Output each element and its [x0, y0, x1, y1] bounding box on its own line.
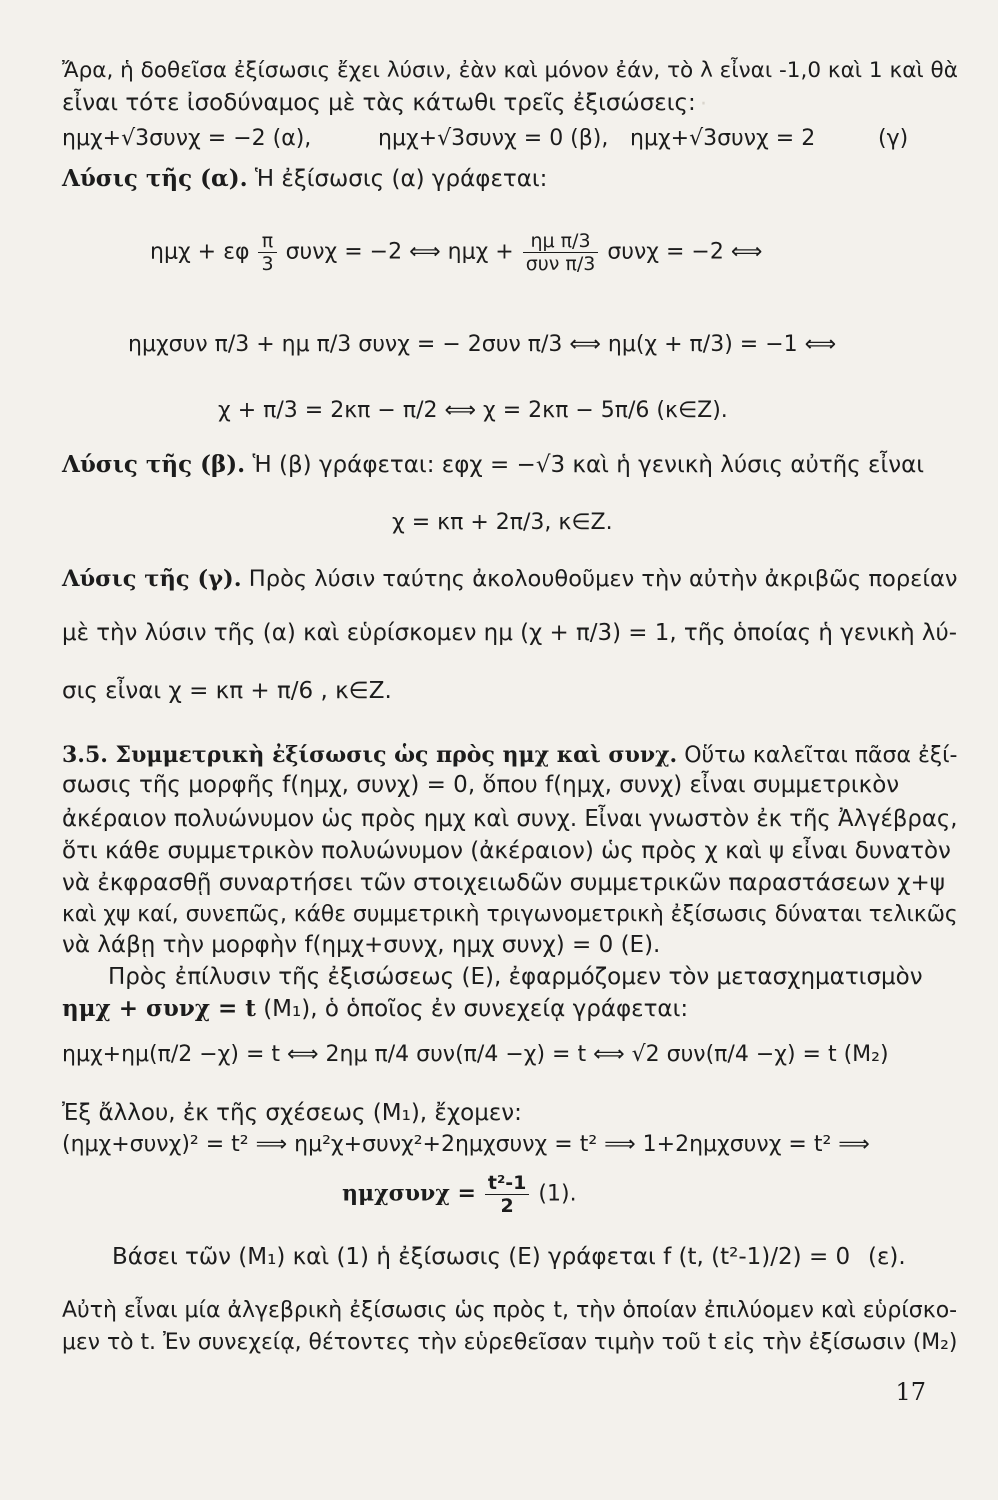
intro-line-2: εἶναι τότε ἰσοδύναμος μὲ τὰς κάτωθι τρεῖς ἐξισώσεις:: [62, 90, 696, 116]
solution-a-text: Ἡ ἐξίσωσις (α) γράφεται:: [254, 166, 548, 192]
section-p1-line3: ἀκέραιον πολυώνυμον ὡς πρὸς ημχ καὶ συνχ. Εἶναι γνωστὸν ἐκ τῆς Ἀλγέβρας,: [62, 806, 958, 832]
section-p3-eq: (ημχ+συνχ)² = t² ⟹ ημ²χ+συνχ²+2ημχσυνχ = t² ⟹ 1+2ημχσυνχ = t² ⟹: [62, 1132, 870, 1157]
solution-b-text: Ἡ (β) γράφεται: εφχ = −√3 καὶ ἡ γενικὴ λύσις αὐτῆς εἶναι: [252, 452, 925, 478]
section-p4-line3: μεν τὸ t. Ἐν συνεχείᾳ, θέτοντες τὴν εὑρεθεῖσαν τιμὴν τοῦ t εἰς τὴν ἐξίσωσιν (M₂): [62, 1330, 958, 1355]
section-p4-line1-tag: (ε).: [868, 1244, 906, 1270]
section-p1-line1-tail: Οὕτω καλεῖται πᾶσα ἐξί-: [684, 743, 958, 768]
solution-c-line2-b: (χ + π/3) = 1,: [520, 620, 677, 646]
section-p3-eq2-left: ημχσυνχ =: [342, 1180, 476, 1207]
solution-a-heading: Λύσις τῆς (α).: [62, 165, 248, 192]
solution-b-eq: χ = κπ + 2π/3, κ∈Z.: [392, 510, 613, 535]
solution-a-eq1-mid: συνχ = −2 ⟺ ημχ +: [285, 239, 514, 265]
solution-a-eq1-left: ημχ + εφ: [150, 239, 250, 265]
fraction-t2-minus-1-over-2: [485, 1172, 530, 1217]
section-p2-line1: Πρὸς ἐπίλυσιν τῆς ἐξισώσεως (E), ἐφαρμόζομεν τὸν μετασχηματισμὸν: [108, 964, 923, 990]
section-p4-line1-arg: (t, (t²-1)/2) = 0: [678, 1244, 851, 1270]
section-p4-line1: Βάσει τῶν (M₁) καὶ (1) ἡ ἐξίσωσις (E) γράφεται f: [112, 1244, 672, 1270]
section-p1-line2: σωσις τῆς μορφῆς f(ημχ, συνχ) = 0, ὅπου f(ημχ, συνχ) εἶναι συμμετρικὸν: [62, 772, 900, 798]
section-p4-line2: Αὐτὴ εἶναι μία ἀλγεβρικὴ ἐξίσωσις ὡς πρὸς t, τὴν ὁποίαν ἐπιλύομεν καὶ εὑρίσκο-: [62, 1298, 958, 1323]
solution-c-line2-a: μὲ τὴν λύσιν τῆς (α) καὶ εὑρίσκομεν ημ: [62, 620, 513, 646]
solution-c-line2-c: τῆς ὁποίας ἡ γενικὴ λύ-: [683, 620, 957, 646]
section-p1-line7: νὰ λάβῃ τὴν μορφὴν f(ημχ+συνχ, ημχ συνχ) = 0 (E).: [62, 932, 661, 958]
section-heading: 3.5. Συμμετρικὴ ἐξίσωσις ὡς πρὸς ημχ καὶ συνχ.: [62, 742, 678, 768]
section-p3-eq2-den: 2: [500, 1195, 514, 1217]
section-p1-line4: ὅτι κάθε συμμετρικὸν πολυώνυμον (ἀκέραιον) ὡς πρὸς χ καὶ ψ εἶναι δυνατὸν: [62, 838, 951, 864]
fraction-tan-pi-3: [523, 230, 599, 275]
solution-a-eq1-den: συν π/3: [525, 253, 596, 275]
solution-c-line3: σις εἶναι χ = κπ + π/6 , κ∈Z.: [62, 678, 392, 704]
section-p2-line2-bold: ημχ + συνχ = t: [62, 995, 256, 1022]
bleed-through-mark: ·: [700, 92, 707, 117]
section-p2-line2-rest: (M₁), ὁ ὁποῖος ἐν συνεχείᾳ γράφεται:: [263, 996, 689, 1022]
page-number: 17: [895, 1378, 926, 1406]
solution-c-line1: Πρὸς λύσιν ταύτης ἀκολουθοῦμεν τὴν αὐτὴν ἀκριβῶς πορείαν: [248, 566, 958, 592]
section-p3-eq2-tag: (1).: [538, 1181, 577, 1207]
solution-a-eq2: ημχσυν π/3 + ημ π/3 συνχ = − 2συν π/3 ⟺ ημ(χ + π/3) = −1 ⟺: [128, 332, 837, 357]
section-p3-line1: Ἐξ ἄλλου, ἐκ τῆς σχέσεως (M₁), ἔχομεν:: [62, 1100, 522, 1126]
solution-b-heading: Λύσις τῆς (β).: [62, 451, 246, 478]
solution-a-eq1-right: συνχ = −2 ⟺: [607, 239, 763, 265]
section-p1-line5: νὰ ἐκφρασθῇ συναρτήσει τῶν στοιχειωδῶν συμμετρικῶν παραστάσεων χ+ψ: [62, 870, 945, 896]
equation-c-tag: (γ): [878, 126, 909, 151]
solution-c-heading: Λύσις τῆς (γ).: [62, 566, 242, 592]
equation-b: ημχ+√3συνχ = 0 (β),: [378, 126, 609, 151]
solution-a-eq3: χ + π/3 = 2κπ − π/2 ⟺ χ = 2κπ − 5π/6 (κ∈Z).: [218, 398, 728, 423]
equation-a: ημχ+√3συνχ = −2 (α),: [62, 126, 312, 151]
solution-a-eq1-num: ημ π/3: [523, 230, 599, 253]
section-eq-m2: ημχ+ημ(π/2 −χ) = t ⟺ 2ημ π/4 συν(π/4 −χ) = t ⟺ √2 συν(π/4 −χ) = t (M₂): [62, 1042, 889, 1067]
intro-line-1: Ἄρα, ἡ δοθεῖσα ἐξίσωσις ἔχει λύσιν, ἐὰν καὶ μόνον ἐάν, τὸ λ εἶναι -1,0 καὶ 1 καὶ θὰ: [62, 58, 958, 83]
equation-c: ημχ+√3συνχ = 2: [630, 126, 816, 151]
fraction-pi-over-3: $\frac{\pi}{3}$: [258, 230, 276, 275]
section-p3-eq2-num: t²-1: [485, 1172, 530, 1195]
section-p1-line6: καὶ χψ καί, συνεπῶς, κάθε συμμετρικὴ τριγωνομετρικὴ ἐξίσωσις δύναται τελικῶς: [62, 902, 958, 927]
